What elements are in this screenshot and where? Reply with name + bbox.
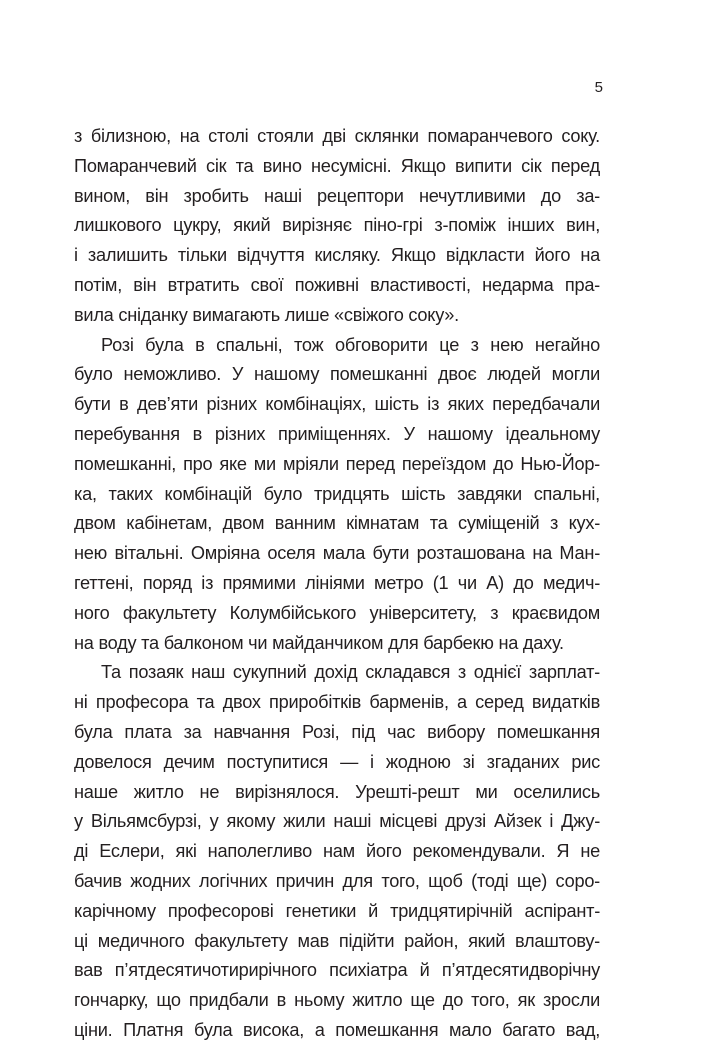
text-line: ді Еслери, які наполегливо нам його рекомендували. Я не (74, 841, 600, 862)
text-line: з білизною, на столі стояли дві склянки помаранчевого соку. (74, 126, 600, 146)
text-line: на воду та балконом чи майданчиком для барбекю на даху. (74, 632, 564, 653)
text-line: Та позаяк наш сукупний дохід складався з однієї зарплат- (101, 662, 600, 683)
paragraph (74, 122, 600, 331)
text-line: Помаранчевий сік та вино несумісні. Якщо випити сік перед (74, 155, 600, 176)
text-line: була плата за навчання Розі, під час вибору помешкання (74, 721, 600, 742)
text-line: ці медичного факультету мав підійти район, який влаштову- (74, 930, 600, 951)
text-line: ціни. Платня була висока, а помешкання мало багато вад, (74, 1019, 600, 1040)
text-line: наше житло не вирізнялося. Урешті-решт ми оселились (74, 781, 600, 802)
paragraph (74, 331, 600, 659)
body-text (74, 122, 600, 1046)
page-number: 5 (594, 79, 603, 96)
text-line: бачив жодних логічних причин для того, щоб (тоді ще) соро- (74, 870, 600, 891)
text-line: ні професора та двох приробітків барменів, а серед видатків (74, 692, 600, 713)
text-line: двом кабінетам, двом ванним кімнатам та суміщеній з кух- (74, 513, 600, 534)
text-line: було неможливо. У нашому помешканні двоє людей могли (74, 364, 600, 385)
text-line: карічному професорові генетики й тридцятирічній аспірант- (74, 900, 600, 921)
text-line: потім, він втратить свої поживні властивості, недарма пра- (74, 274, 600, 295)
text-line: нею вітальні. Омріяна оселя мала бути розташована на Ман- (74, 543, 600, 564)
text-line: у Вільямсбурзі, у якому жили наші місцеві друзі Айзек і Джу- (74, 811, 600, 832)
text-line: помешканні, про яке ми мріяли перед переїздом до Нью-Йор- (74, 453, 600, 474)
text-line: і залишить тільки відчуття кисляку. Якщо відкласти його на (74, 245, 600, 266)
text-line: вином, він зробить наші рецептори нечутливими до за- (74, 185, 600, 206)
text-line: ного факультету Колумбійського університету, з краєвидом (74, 602, 600, 623)
text-line: довелося дечим поступитися — і жодною зі згаданих рис (74, 751, 600, 772)
text-line: геттені, поряд із прямими лініями метро (1 чи A) до медич- (74, 572, 600, 593)
text-line: бути в дев’яти різних комбінаціях, шість із яких передбачали (74, 394, 600, 415)
text-line: лишкового цукру, який вирізняє піно-грі з-поміж інших вин, (74, 215, 600, 236)
text-line: перебування в різних приміщеннях. У нашому ідеальному (74, 423, 600, 444)
text-line: Розі була в спальні, тож обговорити це з нею негайно (101, 334, 600, 355)
text-line: вав п’ятдесятичотирирічного психіатра й п’ятдесятидворічну (74, 960, 600, 981)
text-line: ка, таких комбінацій було тридцять шість завдяки спальні, (74, 483, 600, 504)
paragraph (74, 658, 600, 1045)
text-line: гончарку, що придбали в ньому житло ще до того, як зросли (74, 990, 600, 1011)
text-line: вила сніданку вимагають лише «свіжого соку». (74, 304, 459, 325)
